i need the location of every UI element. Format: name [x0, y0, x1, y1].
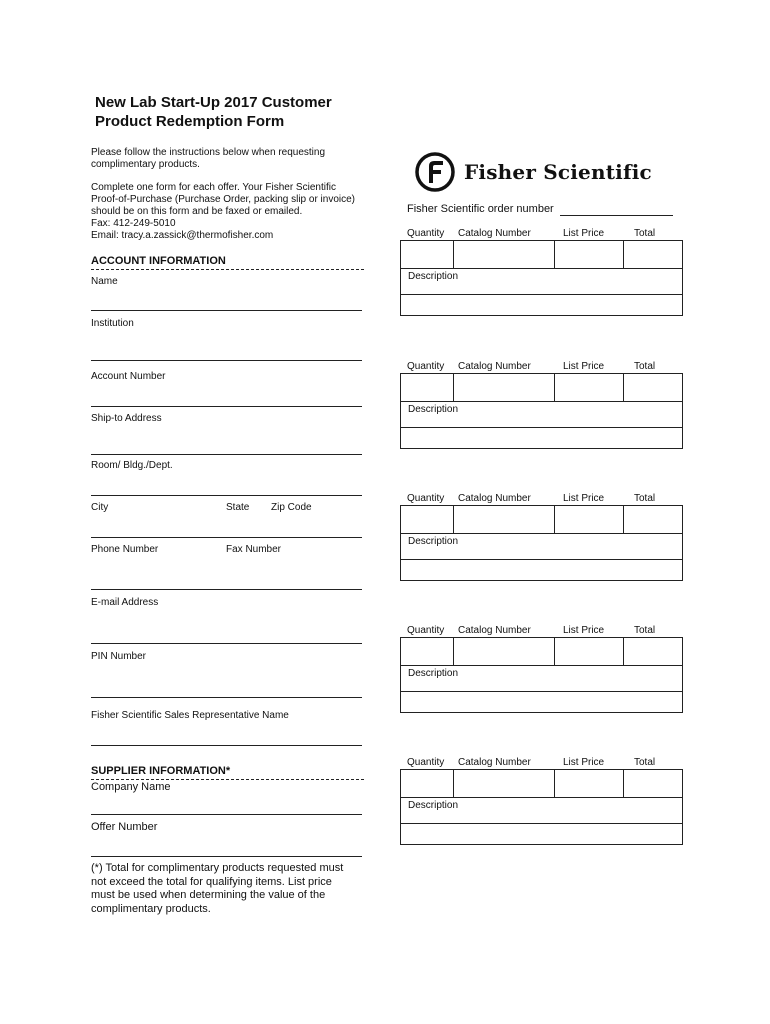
offer-number-label: Offer Number: [91, 821, 158, 833]
product-values-row[interactable]: [401, 374, 682, 402]
catalog-number-header: Catalog Number: [458, 757, 531, 768]
description-label: Description: [408, 404, 459, 415]
form-title: [95, 93, 395, 131]
zip-code-label: Zip Code: [271, 502, 312, 513]
product-grid: [400, 240, 683, 316]
order-number-label: Fisher Scientific order number: [407, 203, 554, 215]
quantity-header: Quantity: [407, 757, 445, 768]
product-grid: [400, 373, 683, 449]
total-header: Total: [634, 625, 656, 636]
name-field[interactable]: [91, 310, 362, 311]
quantity-header: Quantity: [407, 361, 445, 372]
form-title-line-1: New Lab Start-Up 2017 Customer: [95, 94, 332, 111]
product-grid: [400, 637, 683, 713]
company-name-field[interactable]: [91, 814, 362, 815]
city-label: City: [91, 502, 109, 513]
city-state-zip-field[interactable]: [91, 537, 362, 538]
institution-label: Institution: [91, 318, 134, 329]
ship-to-address-label: Ship-to Address: [91, 413, 162, 424]
description-row[interactable]: [401, 402, 682, 428]
email-address-label: E-mail Address: [91, 597, 159, 608]
product-grid: [400, 505, 683, 581]
email-address-field[interactable]: [91, 643, 362, 644]
state-label: State: [226, 502, 250, 513]
sales-rep-field[interactable]: [91, 745, 362, 746]
fax-contact: Fax: 412-249-5010: [91, 218, 176, 229]
description-label: Description: [408, 271, 459, 282]
product-entry-3: [400, 493, 683, 581]
list-price-header: List Price: [563, 361, 605, 372]
sales-rep-label: Fisher Scientific Sales Representative Name: [91, 710, 289, 721]
product-values-row[interactable]: [401, 770, 682, 798]
footnote-line-3: must be used when determining the value of the: [91, 889, 326, 901]
fax-number-label: Fax Number: [226, 544, 282, 555]
phone-fax-field[interactable]: [91, 589, 362, 590]
description-row[interactable]: [401, 798, 682, 824]
account-number-label: Account Number: [91, 371, 166, 382]
catalog-number-header: Catalog Number: [458, 361, 531, 372]
description-row[interactable]: [401, 269, 682, 295]
description-label: Description: [408, 536, 459, 547]
phone-number-label: Phone Number: [91, 544, 159, 555]
total-header: Total: [634, 757, 656, 768]
company-name-label: Company Name: [91, 781, 171, 793]
name-label: Name: [91, 276, 118, 287]
logo-wordmark: Fisher Scientific: [464, 160, 652, 184]
catalog-number-header: Catalog Number: [458, 493, 531, 504]
catalog-number-header: Catalog Number: [458, 625, 531, 636]
product-grid: [400, 769, 683, 845]
product-entry-4: [400, 625, 683, 713]
order-number-field[interactable]: [560, 215, 673, 216]
institution-field[interactable]: [91, 360, 362, 361]
account-number-field[interactable]: [91, 406, 362, 407]
instructions-line-1: Please follow the instructions below when requesting: [91, 147, 326, 158]
instructions: [91, 147, 366, 171]
supplier-footnote: [91, 862, 366, 916]
product-values-row[interactable]: [401, 638, 682, 666]
list-price-header: List Price: [563, 625, 605, 636]
quantity-header: Quantity: [407, 625, 445, 636]
footnote-line-1: (*) Total for complimentary products requested must: [91, 862, 344, 874]
total-header: Total: [634, 493, 656, 504]
product-entry-2: [400, 361, 683, 449]
ship-to-address-field[interactable]: [91, 454, 362, 455]
form-title-line-2: Product Redemption Form: [95, 113, 285, 130]
total-header: Total: [634, 228, 656, 239]
description-label: Description: [408, 668, 459, 679]
quantity-header: Quantity: [407, 228, 445, 239]
offer-number-field[interactable]: [91, 856, 362, 857]
room-bldg-dept-label: Room/ Bldg./Dept.: [91, 460, 173, 471]
description-row[interactable]: [401, 666, 682, 692]
catalog-number-header: Catalog Number: [458, 228, 531, 239]
product-entry-5: [400, 757, 683, 845]
pin-number-label: PIN Number: [91, 651, 147, 662]
description-label: Description: [408, 800, 459, 811]
list-price-header: List Price: [563, 228, 605, 239]
submission-instructions: [91, 182, 366, 242]
list-price-header: List Price: [563, 757, 605, 768]
submission-line-3: should be on this form and be faxed or emailed.: [91, 206, 303, 217]
pin-number-field[interactable]: [91, 697, 362, 698]
account-information-heading: ACCOUNT INFORMATION: [91, 255, 364, 270]
email-contact: Email: tracy.a.zassick@thermofisher.com: [91, 230, 274, 241]
room-bldg-dept-field[interactable]: [91, 495, 362, 496]
submission-line-2: Proof-of-Purchase (Purchase Order, packing slip or invoice): [91, 194, 356, 205]
list-price-header: List Price: [563, 493, 605, 504]
submission-line-1: Complete one form for each offer. Your Fisher Scientific: [91, 182, 336, 193]
description-row[interactable]: [401, 534, 682, 560]
footnote-line-4: complimentary products.: [91, 902, 211, 915]
instructions-line-2: complimentary products.: [91, 159, 200, 170]
product-values-row[interactable]: [401, 506, 682, 534]
footnote-line-2: not exceed the total for qualifying items. List price: [91, 875, 332, 888]
supplier-information-heading: SUPPLIER INFORMATION*: [91, 765, 364, 780]
total-header: Total: [634, 361, 656, 372]
product-entry-1: [400, 228, 683, 316]
quantity-header: Quantity: [407, 493, 445, 504]
product-values-row[interactable]: [401, 241, 682, 269]
